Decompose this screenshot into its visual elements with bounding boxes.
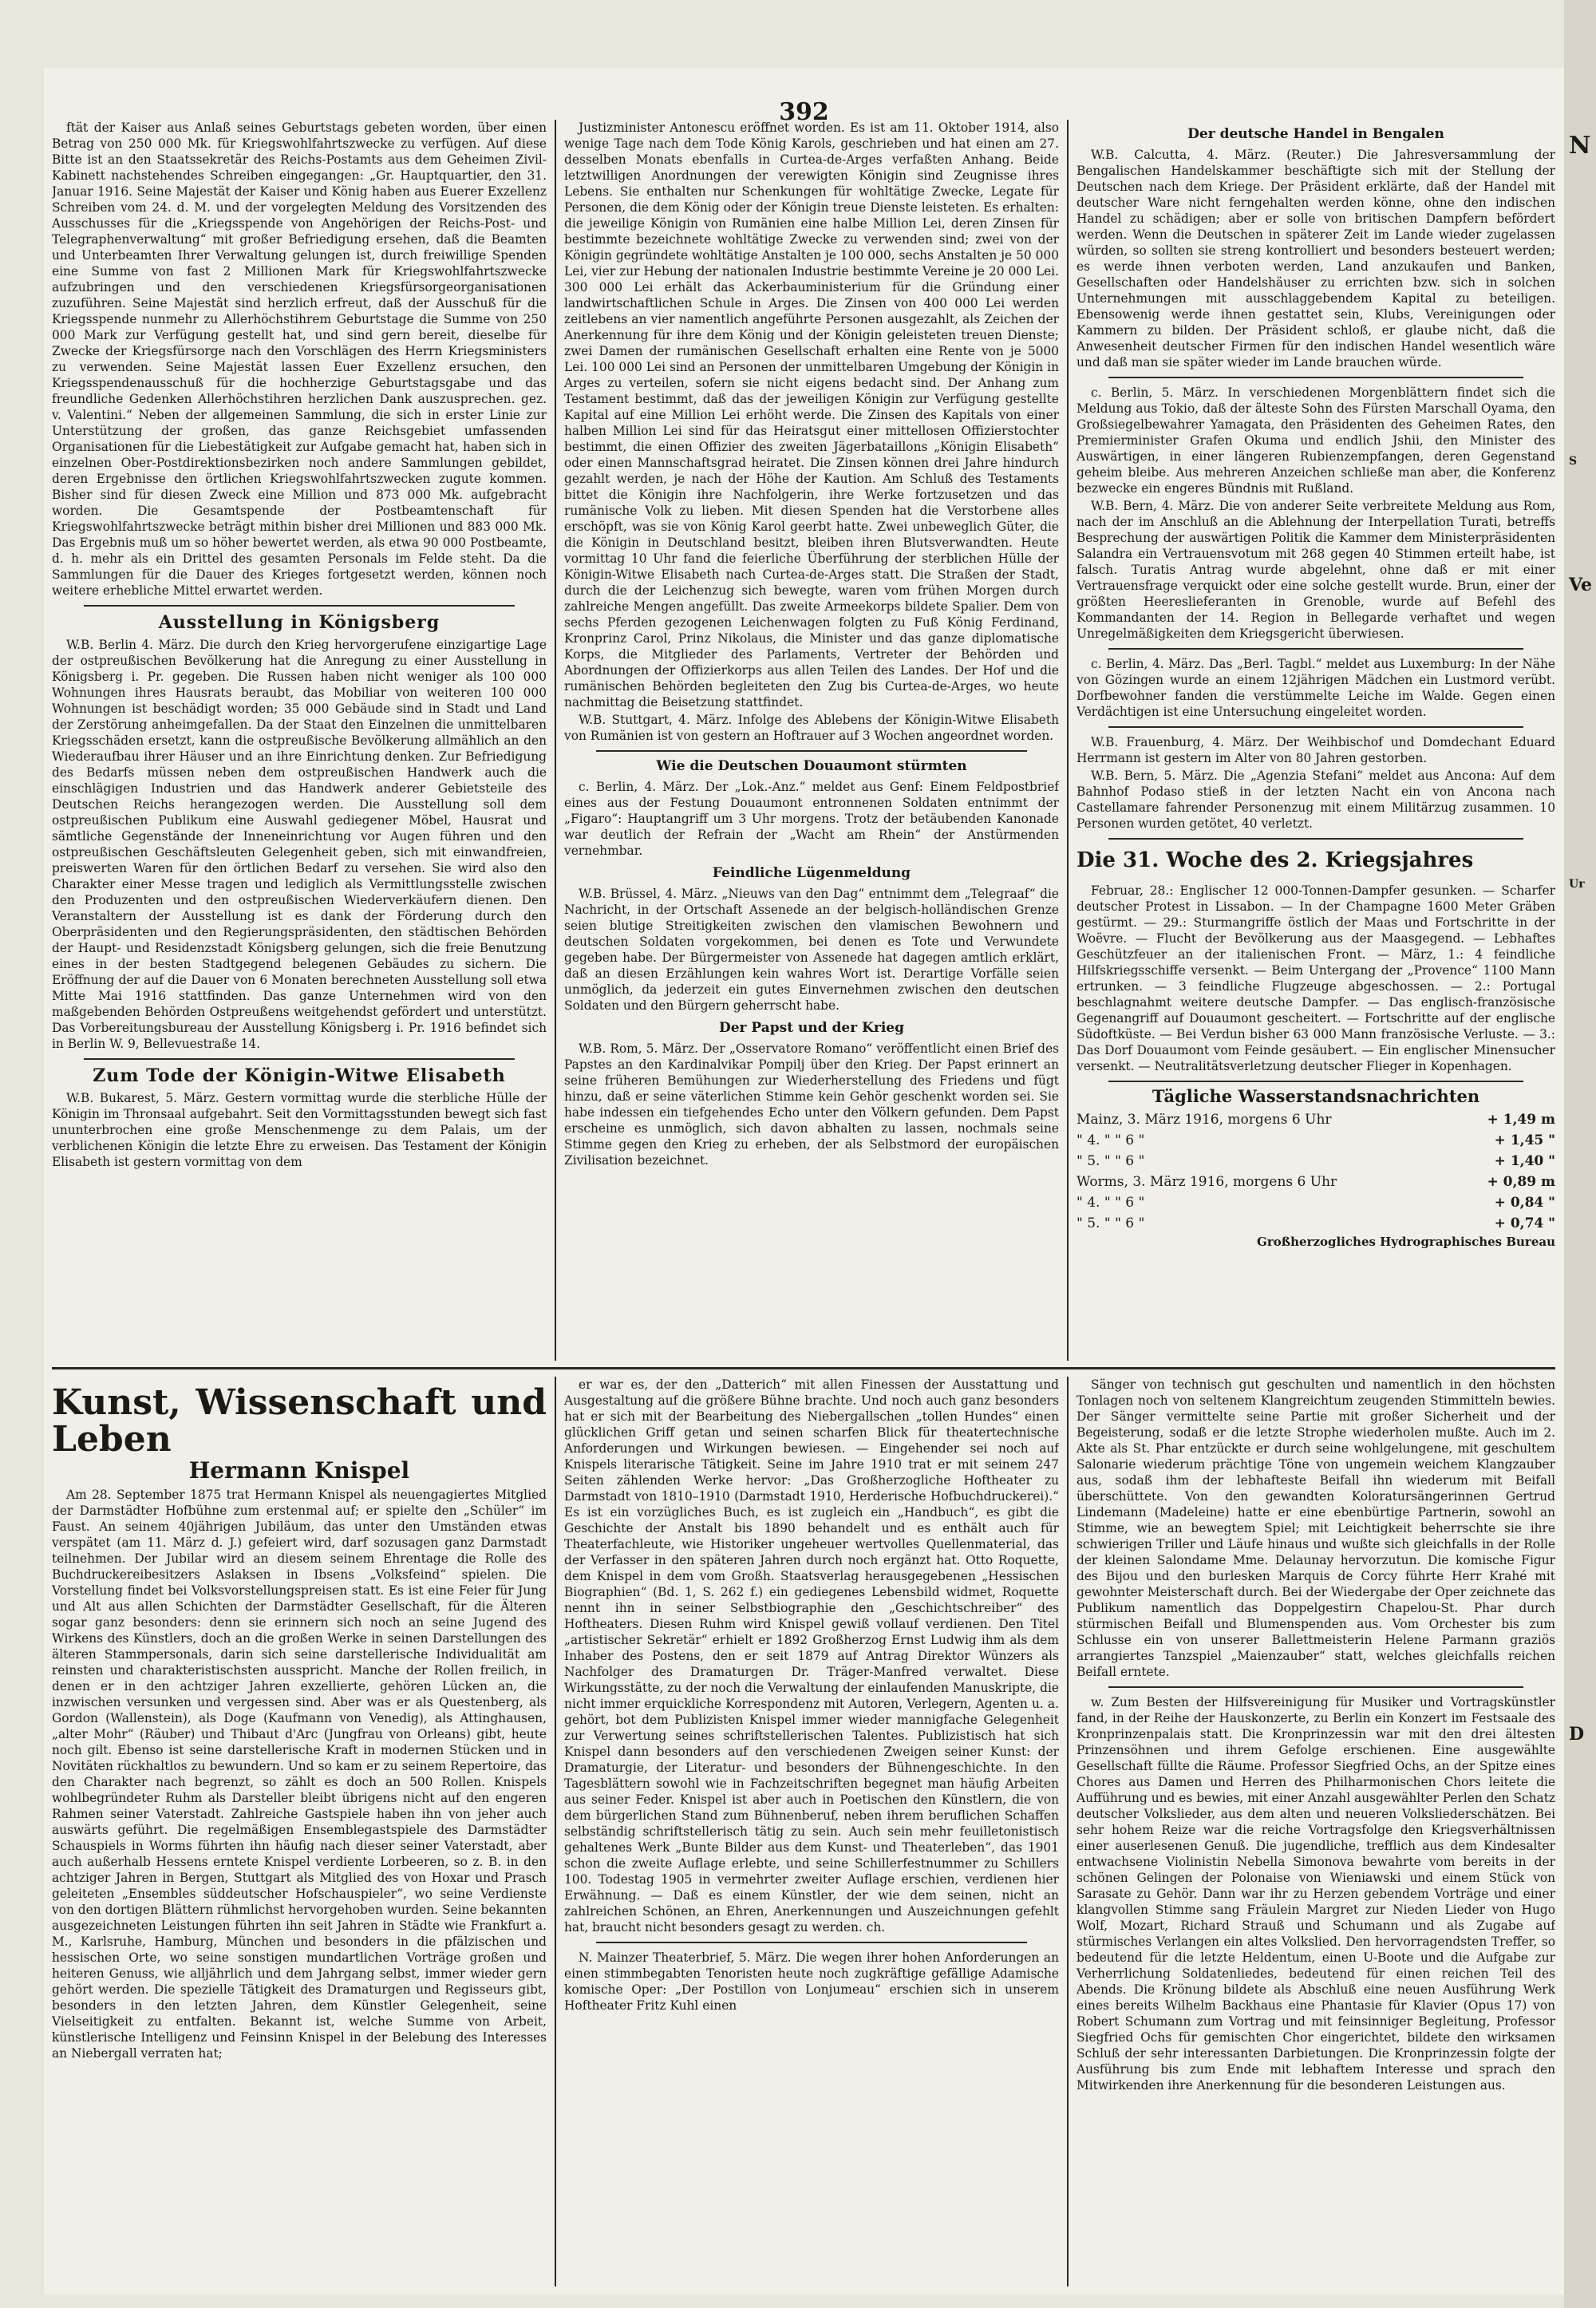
testament-article: Justizminister Antonescu eröffnet worden. Es ist am 11. Oktober 1914, also wenige Tage nach dem Tode König Karols, geschrieben und hat einen am 27. desselben Monats ebenfalls in Curtea-de-Arges verfaßten Anhang. Beide letztwilligen Anordnungen der verewigten Königin sind Zeugnisse ihres Lebens. Sie enthalten nur Schenkungen für wohltätige Zwecke, Legate für Personen, die dem König oder der Königin treue Dienste leisteten. Es erhalten: die jeweilige Königin von Rumänien eine halbe Million Lei, deren Zinsen für bestimmte bezeichnete wohltätige Zwecke zu verwenden sind; zwei von der Königin gegründete wohltätige Anstalten je 100 000, sechs Anstalten je 50 000 Lei, vier zur Hebung der nationalen Industrie bestimmte Vereine je 20 000 Lei. 300 000 Lei erhält das Ackerbauministerium für die Gründung einer landwirtschaftlichen Schule in Arges. Die Zinsen von 400 000 Lei werden zeitlebens an vier namentlich angeführte Personen ausgezahlt, als Zeichen der Anerkennung für ihre dem König und der Königin geleisteten treuen Dienste; zwei Damen der rumänischen Gesellschaft erhalten eine Rente von je 5000 Lei. 100 000 Lei sind an Personen der unmittelbaren Umgebung der Königin in Arges zu verteilen, sofern sie nicht eigens bedacht sind. Der Anhang zum Testament bestimmt, daß das der jeweiligen Königin zur Verfügung gestellte Kapital auf eine Million Lei erhöht werde. Die Zinsen des Kapitals von einer halben Million Lei sind für das Heiratsgut einer mittellosen Offizierstochter bestimmt, die einen Offizier des zweiten Jägerbataillons „Königin Elisabeth“ oder einen Mannschaftsgrad heiratet. Die Zinsen können drei Jahre hindurch gezahlt werden, je nach der Höhe der Kaution. Am Schluß des Testaments bittet die Königin ihre Nachfolgerin, ihre Werke fortzusetzen und das rumänische Volk zu lieben. Mit diesen Spenden hat die Verstorbene alles erschöpft, was sie von König Karol geerbt hatte. Zwei unbeweglich Güter, die die Königin in Deutschland besitzt, bleiben ihren Blutsverwandten. Heute vormittag 10 Uhr fand die feierliche Überführung der sterblichen Hülle der Königin-Witwe Elisabeth nach Curtea-de-Arges statt. Die Straßen der Stadt, durch die der Leichenzug sich bewegte, waren vom frühen Morgen durch zahlreiche Mengen angefüllt. Das zweite Armeekorps bildete Spalier. Dem von sechs Pferden gezogenen Leichenwagen folgten zu Fuß König Ferdinand, Kronprinz Carol, Prinz Nikolaus, die Minister und das ganze diplomatische Korps, die Mitglieder des Parlaments, Vertreter der Behörden und Abordnungen der Offizierkorps aus allen Teilen des Landes. Der Hof und die rumänischen Behörden begleiteten den Zug bis Curtea-de-Arges, wo heute nachmittag die Beisetzung stattfindet.	[564, 121, 1059, 709]
section-masthead: Kunst, Wissenschaft und Leben	[52, 1382, 547, 1460]
knispel-article-part2: er war es, der den „Datterich“ mit allen Finessen der Ausstattung und Ausgestaltung auf die größere Bühne brachte. Und noch auch ganz besonders hat er sich mit der Bearbeitung des Niebergallschen „tollen Hundes“ einen glücklichen Griff getan und seinen scharfen Blick für theatertechnische Anforderungen und Wirkungen bewiesen. — Eingehender sei noch auf Knispels literarische Tätigkeit. Seine im Jahre 1910 trat er mit seinem 247 Seiten zählenden Werke hervor: „Das Großherzogliche Hoftheater zu Darmstadt von 1810–1910 (Darmstadt 1910, Herderische Hofbuchdruckerei).“ Es ist ein vorzügliches Buch, es ist zugleich ein „Handbuch“, es gibt die Geschichte der Anstalt bis 1890 behandelt und es enthält auch für Theaterfachleute, wie Historiker ungeheuer wertvolles Quellenmaterial, das der Verfasser in den späteren Jahren durch noch ergänzt hat. Otto Roquette, dem Knispel in dem vom Großh. Staatsverlag herausgegebenen „Hessischen Biographien“ (Bd. 1, S. 262 f.) ein gediegenes Lebensbild widmet, Roquette nennt ihn in seiner Selbstbiographie den „Geschichtschreiber“ des Hoftheaters. Diesen Ruhm wird Knispel gewiß vollauf verdienen. Den Titel „artistischer Sekretär“ erhielt er 1892 Großherzog Ernst Ludwig ihm als dem Inhaber des Postens, den er seit 1879 auf Antrag Direktor Wünzers als Nachfolger des Dramaturgen Dr. Träger-Manfred verwaltet. Diese Wirkungsstätte, zu der noch die Verwaltung der einlaufenden Manuskripte, die nicht immer erquickliche Korrespondenz mit Autoren, Verlegern, Agenten u. a. gehört, bot dem Publizisten Knispel immer wieder mannigfache Gelegenheit zur Verwertung seines schriftstellerischen Talentes. Publizistisch hat sich Knispel dann besonders auf den verschiedenen Zweigen seiner Kunst: der Dramaturgie, der Literatur- und besonders der Bühnengeschichte. In den Tagesblättern sowohl wie in Fachzeitschriften begegnet man häufig Arbeiten aus seiner Feder. Knispel ist aber auch in Poetischen den Künstlern, die von dem bürgerlichen Stand zum Bühnenberuf, neben ihrem beruflichen Schaffen selbständig schriftstellerisch tätig zu sein. Auch sein mehr feuilletonistisch gehaltenes Werk „Bunte Bilder aus dem Kunst- und Theaterleben“, das 1901 schon die zweite Auflage erlebte, und seine Schillerfestnummer zu Schillers 100. Todestag 1905 in vermehrter zweiter Auflage erschien, verdienen hier Erwähnung. — Daß es einem Künstler, der wie dem seinen, nicht an zahlreichen Schönen, an Ehren, Anerkennungen und Auszeichnungen gefehlt hat, braucht nicht besonders gesagt zu werden. ch.	[564, 1377, 1059, 1935]
heading-ausstellung-koenigsberg: Ausstellung in Königsberg	[158, 612, 440, 633]
divider	[84, 605, 515, 607]
water-levels-source: Großherzogliches Hydrographisches Bureau	[1257, 1235, 1555, 1249]
bengalen-article: W.B. Calcutta, 4. März. (Reuter.) Die Jahresversammlung der Bengalischen Handelskammer beschäftigte sich mit der Stellung der Deutschen nach dem Kriege. Der Präsident erklärte, daß der Handel mit deutscher Ware nicht ferngehalten werden könne, ohne den indischen Handel zu schädigen; aber er solle von britischen Dampfern befördert werden. Wenn die Deutschen in späterer Zeit im Lande wieder zugelassen würden, so sollten sie streng kontrolliert und besonders besteuert werden; es werde ihnen verboten werden, Land anzukaufen und Banken, Gesellschaften oder Handelshäuser zu errichten bzw. sich in solchen Unternehmungen mit ausschlaggebendem Kapital zu beteiligen. Ebensowenig werde ihnen gestattet sein, Klubs, Vereinigungen oder Kammern zu bilden. Der Präsident schloß, er glaube nicht, daß die Anwesenheit deutscher Firmen für den indischen Handel wesentlich wäre und daß man sie später wieder im Lande brauchen würde.	[1077, 148, 1555, 370]
konzert-kronprinzenpalais: w. Zum Besten der Hilfsvereinigung für Musiker und Vortragskünstler fand, in der Reihe der Hauskonzerte, zu Berlin ein Konzert im Festsaale des Kronprinzenpalais statt. Die Kronprinzessin war mit den drei ältesten Prinzensöhnen und ihrem Gefolge erschienen. Eine ausgewählte Gesellschaft füllte die Räume. Professor Siegfried Ochs, an der Spitze eines Chores aus Damen und Herren des Philharmonischen Chors leitete die Aufführung und es bewies, mit einer Anzahl ausgewählter Perlen den Schatz deutscher Volkslieder, aus dem alten und neueren Volksliederschätzen. Bei sehr hohem Reize war die reiche Vortragsfolge den Kriegsverhältnissen einer auserlesenen Genuß. Die jugendliche, trefflich aus dem Kindesalter entwachsene Violinistin Nebella Simonova bewahrte vom bereits in der schönen Gelingen der Polonaise von Wieniawski und einem Stück von Sarasate zu Gehör. Dann war ihr zu Herzen gebendem Vorträge und einer klangvollen Stimme sang Fräulein Margret zur Nieden Lieder von Hugo Wolf, Mozart, Richard Strauß und Schumann und als Zugabe auf stürmisches Verlangen ein altes Volkslied. Den hervorragendsten Treffer, so bedeutend für die letzte Heldentum, einen U-Boote und die Aufgabe zur Verherrlichung Soldatenliedes, bedeutend für einen reichen Teil des Abends. Die Krönung bildete als Abschluß eine neuen Ausführung Werk eines bereits Wilhelm Backhaus eine Phantasie für Klavier (Opus 17) von Robert Schumann zum Vortrag und mit feinsinniger Begleitung, Professor Siegfried Ochs für gemischten Chor eingerichtet, bildete den wirksamen Schluß der sehr interessanten Darbietungen. Die Kronprinzessin folgte der Ausführung bis zum Ende mit lebhaftem Interesse und sprach den Mitwirkenden ihre Anerkennung für die besonderen Leistungen aus.	[1077, 1695, 1555, 2093]
water-row: " 5. " " 6 " + 0,74 "	[1077, 1215, 1555, 1231]
heading-kriegswoche: Die 31. Woche des 2. Kriegsjahres	[1077, 848, 1474, 872]
margin-fragment-4: Ur	[1569, 878, 1585, 891]
divider	[1108, 648, 1523, 650]
heading-luegenmeldung: Feindliche Lügenmeldung	[712, 865, 911, 881]
column-3	[1077, 120, 1555, 1361]
tokio-article: c. Berlin, 5. März. In verschiedenen Morgenblättern findet sich die Meldung aus Tokio, daß der älteste Sohn des Fürsten Marschall Oyama, den Großsiegelbewahrer Yamagata, den Präsidenten des Geheimen Rates, den Premierminister Grafen Okuma und endlich Jshii, den Minister des Auswärtigen, in einer längeren Rubienzempfangen, deren Gegenstand geheim bleibe. Aus mehreren Anzeichen schließe man aber, die Konferenz bezwecke ein engeres Bündnis mit Rußland.	[1077, 385, 1555, 496]
luxemburg-article: c. Berlin, 4. März. Das „Berl. Tagbl.“ meldet aus Luxemburg: In der Nähe von Gözingen wurde an einem 12jährigen Mädchen ein Lustmord verübt. Dorfbewohner fanden die verstümmelte Leiche im Walde. Gegen einen Verdächtigen ist eine Untersuchung eingeleitet worden.	[1077, 657, 1555, 719]
column-2	[564, 120, 1059, 1361]
margin-fragment-2: S	[1569, 455, 1578, 468]
divider	[1108, 1686, 1523, 1688]
water-row: Mainz, 3. März 1916, morgens 6 Uhr + 1,49 m	[1077, 1112, 1555, 1128]
divider	[596, 750, 1027, 752]
water-row: " 4. " " 6 " + 1,45 "	[1077, 1132, 1555, 1148]
tod-koenigin-article: W.B. Bukarest, 5. März. Gestern vormittag wurde die sterbliche Hülle der Königin im Thronsaal aufgebahrt. Seit den Vormittagsstunden bewegt sich fast ununterbrochen eine große Menschenmenge zu dem Palais, um der verblichenen Königin die letzte Ehre zu erweisen. Das Testament der Königin Elisabeth ist gestern vormittag von dem	[52, 1091, 547, 1169]
mainzer-theaterbrief: N. Mainzer Theaterbrief, 5. März. Die wegen ihrer hohen Anforderungen an einen stimmbegabten Tenoristen heute noch zugkräftige gefällige Adamische komische Oper: „Der Postillon von Lonjumeau“ erschien sich in unserem Hoftheater Fritz Kuhl einen	[564, 1950, 1059, 2013]
divider	[1108, 726, 1523, 728]
column-divider	[555, 120, 556, 1361]
luegenmeldung-article: W.B. Brüssel, 4. März. „Nieuws van den Dag“ entnimmt dem „Telegraaf“ die Nachricht, in der Ortschaft Assenede an der belgisch-holländischen Grenze seien blutige Streitigkeiten zwischen den vlamischen Bewohnern und deutschen Soldaten vorgekommen, bei denen es Tote und Verwundete gegeben habe. Der Bürgermeister von Assenede hat dagegen amtlich erklärt, daß an diesen Erzählungen kein wahres Wort ist. Derartige Vorfälle seien unmöglich, da jederzeit ein gutes Einvernehmen zwischen den deutschen Soldaten und den Bürgern geherrscht habe.	[564, 887, 1059, 1013]
adjacent-page-margin	[1564, 0, 1596, 2308]
water-row: " 5. " " 6 " + 1,40 "	[1077, 1153, 1555, 1169]
heading-handel-bengalen: Der deutsche Handel in Bengalen	[1187, 126, 1444, 142]
heading-douaumont: Wie die Deutschen Douaumont stürmten	[656, 758, 967, 774]
kriegsspende-article: ftät der Kaiser aus Anlaß seines Geburtstags gebeten worden, über einen Betrag von 250 000 Mk. für Kriegswohlfahrtszwecke zu verfügen. Auf diese Bitte ist an den Staatssekretär des Reichs-Postamts aus dem Geheimen Zivil-Kabinett nachstehendes Schreiben eingegangen: „Gr. Hauptquartier, den 31. Januar 1916. Seine Majestät der Kaiser und König haben aus Euerer Exzellenz Schreiben vom 24. d. M. und der vorgelegten Meldung des Vorsitzenden des Ausschusses für die „Kriegsspende von Angehörigen der Reichs-Post- und Telegraphenverwaltung“ mit großer Befriedigung ersehen, daß die Beamten und Unterbeamten Ihrer Verwaltung gelungen ist, durch freiwillige Spenden eine Summe von fast 2 Millionen Mark für Kriegswohlfahrtszwecke aufzubringen und den verschiedenen Kriegsfürsorgeorganisationen zuzuführen. Seine Majestät sind herzlich erfreut, daß der Ausschuß für die Kriegsspende nunmehr zu Allerhöchstihrem Geburtstage die Summe von 250 000 Mark zur Verfügung gestellt hat, und sind gern bereit, dieselbe für Zwecke der Kriegsfürsorge nach den Vorschlägen des Herrn Kriegsministers zu verwenden. Seine Majestät lassen Euer Exzellenz ersuchen, den Kriegsspendenausschuß für die hochherzige Geburtstagsgabe und das freundliche Gedenken Allerhöchstihren herzlichen Dank auszusprechen. gez. v. Valentini.“ Neben der allgemeinen Sammlung, die sich in erster Linie zur Unterstützung der großen, das ganze Reichsgebiet umfassenden Organisationen für die Liebestätigkeit zur Aufgabe gemacht hat, haben sich in einzelnen Ober-Postdirektionsbezirken noch andere Sammlungen gebildet, deren Ergebnisse den örtlichen Kriegswohlfahrtszwecken zugute kommen. Bisher sind für diesen Zweck eine Million und 873 000 Mk. aufgebracht worden. Die Gesamtspende der Postbeamtenschaft für Kriegswohlfahrtszwecke beträgt mithin bisher drei Millionen und 883 000 Mk. Das Ergebnis muß um so höher bewertet werden, als etwa 90 000 Postbeamte, d. h. mehr als ein Drittel des gesamten Personals im Felde steht. Da die Sammlungen für die Dauer des Krieges fortgesetzt werden, können noch weitere erhebliche Mittel erwartet werden.	[52, 121, 547, 598]
papst-article: W.B. Rom, 5. März. Der „Osservatore Romano“ veröffentlicht einen Brief des Papstes an den Kardinalvikar Pompilj über den Krieg. Der Papst erinnert an seine früheren Bemühungen zur Wiederherstellung des Friedens und fügt hinzu, daß er seine väterlichen Stimme kein Gehör geschenkt worden sei. Sie habe indessen ein tiefgehendes Echo unter den Völkern gefunden. Dem Papst erscheine es unmöglich, sich davon abhalten zu lassen, nochmals seine Stimme gegen den Krieg zu erheben, der als Selbstmord der europäischen Zivilisation bezeichnet.	[564, 1041, 1059, 1168]
kriegswoche-chronicle: Februar, 28.: Englischer 12 000-Tonnen-Dampfer gesunken. — Scharfer deutscher Protest in Lissabon. — In der Champagne 1600 Meter Gräben gestürmt. — 29.: Sturmangriffe östlich der Maas und Fortschritte in der Woëvre. — Flucht der Bevölkerung aus der Maasgegend. — Lebhaftes Geschützfeuer an der italienischen Front. — März, 1.: 4 feindliche Hilfskriegsschiffe versenkt. — Beim Untergang der „Provence“ 1100 Mann ertrunken. — 3 feindliche Flugzeuge abgeschossen. — 2.: Portugal beschlagnahmt weitere deutsche Dampfer. — Das englisch-französische Gegenangriff auf Douaumont gescheitert. — Fortschritte auf der englische Südoftküste. — Bei Verdun bisher 63 000 Mann französische Verluste. — 3.: Das Dorf Douaumont vom Feinde gesäubert. — Ein englischer Minensucher versenkt. — Neutralitätsverletzung deutscher Flieger in Kopenhagen.	[1077, 883, 1555, 1073]
knispel-article-part1: Am 28. September 1875 trat Hermann Knispel als neuengagiertes Mitglied der Darmstädter Hofbühne zum erstenmal auf; er spielte den „Schüler“ im Faust. An seinem 40jährigen Jubiläum, das unter den Umständen etwas verspätet (am 11. März d. J.) gefeiert wird, darf sozusagen ganz Darmstadt teilnehmen. Der Jubilar wird an diesem seinem Ehrentage die Rolle des Buchdruckereibesitzers Aslaksen in Ibsens „Volksfeind“ spielen. Die Vorstellung findet bei Volksvorstellungspreisen statt. Es ist eine Feier für Jung und Alt aus allen Schichten der Darmstädter Gesellschaft, für die Älteren sogar ganz besonders: denn sie erinnern sich noch an seine Jugend des Wirkens des Künstlers, doch an die großen Werke in seinen Darstellungen des älteren Stammpersonals, darin sich seine darstellerische Individualität am reinsten und charakteristischsten ausspricht. Manche der Rollen freilich, in denen er in den achtziger Jahren exzellierte, gehören Lücken an, die inzwischen versunken und vergessen sind. Aber was er als Questenberg, als Gordon (Wallenstein), als Doge (Kaufmann von Venedig), als Attinghausen, „alter Mohr“ (Räuber) und Thibaut d'Arc (Jungfrau von Orleans) gibt, heute noch gilt. Ebenso ist seine darstellerische Kraft in modernen Stücken und in Novitäten rückhaltlos zu bewundern. Und so kam er zu seinem Repertoire, das den Charakter nach begrenzt, so zählt es doch an 500 Rollen. Knispels wohlbegründeter Ruhm als Darsteller bleibt übrigens nicht auf den engeren Rahmen seiner Vaterstadt. Zahlreiche Gastspiele haben ihn von jeher auch auswärts geführt. Die regelmäßigen Ensemblegastspiele des Darmstädter Schauspiels in Worms führten ihn häufig nach dieser seiner Vaterstadt, aber auch außerhalb Hessens erntete Knispel verdiente Lorbeeren, so z. B. in den achtziger Jahren in Bergen, Stuttgart als Mitglied des von Hoxar und Prasch geleiteten „Ensembles süddeutscher Hofschauspieler“, wo seine Verdienste von den dortigen Blättern rühmlichst hervorgehoben wurden. Seine bekannten ausgezeichneten Leistungen führten ihn seit Jahren in Städte wie Frankfurt a. M., Karlsruhe, Hamburg, München und besonders in die pfälzischen und hessischen Orte, wo seine sonstigen mundartlichen Vorträge großen und heiteren Genuss, wie alljährlich und dem Jahrgang selbst, immer wieder gern gehört werden. Die spezielle Tätigkeit des Dramaturgen und Regisseurs gibt, besonders in den letzten Jahren, dem Künstler Gelegenheit, seine Vielseitigkeit zu entfalten. Bekannt ist, welche Summe von Arbeit, künstlerische Intelligenz und Feinsinn Knispel in der Belebung des Interesses an Niebergall verraten hat;	[52, 1488, 547, 2061]
water-levels-title: Tägliche Wasserstandsnachrichten	[1152, 1086, 1480, 1106]
lower-column-3	[1077, 1377, 1555, 2286]
water-levels-table	[1077, 1109, 1555, 1234]
lower-column-2	[564, 1377, 1059, 2286]
margin-fragment-1: N	[1569, 132, 1591, 160]
column-1	[52, 120, 547, 1361]
ancona-article: W.B. Bern, 5. März. Die „Agenzia Stefani“ meldet aus Ancona: Auf dem Bahnhof Podaso stieß in der letzten Nacht ein von Ancona nach Castellamare fahrender Personenzug mit einem Militärzug zusammen. 10 Personen wurden getötet, 40 verletzt.	[1077, 769, 1555, 831]
bern-article: W.B. Bern, 4. März. Die von anderer Seite verbreitete Meldung aus Rom, nach der im Anschluß an die Ablehnung der Interpellation Turati, betreffs Besprechung der auswärtigen Politik die Kammer dem Ministerpräsidenten Salandra ein Vertrauensvotum mit 268 gegen 40 Stimmen erteilt habe, ist falsch. Turatis Antrag wurde abgelehnt, ohne daß er mit einer Vertrauensfrage verquickt oder eine solche gestellt wurde. Brun, einer der größten Heereslieferanten in Grenoble, wurde auf Befehl des Kommandanten der 14. Region in Bellegarde verhaftet und wegen Unregelmäßigkeiten dem Kriegsgericht überwiesen.	[1077, 499, 1555, 641]
newspaper-page	[44, 68, 1564, 2294]
column-divider	[1067, 120, 1069, 1361]
postillon-review: Sänger von technisch gut geschulten und namentlich in den höchsten Tonlagen noch von seltenem Klangreichtum zeugenden Stimmitteln bewies. Der Sänger vermittelte seine Partie mit großer Sicherheit und der Begeisterung, sodaß er die letzte Strophe wiederholen mußte. Auch im 2. Akte als St. Phar entzückte er durch seine wohlgelungene, mit geschultem Salonarie wiederum prächtige Töne von ungemein weichem Klangzauber aus, sodaß ihm der lebhafteste Beifall ihn wiederum mit Beifall überschüttete. Von den gewandten Koloratursängerinnen Gertrud Lindemann (Madeleine) hatte er eine ebenbürtige Partnerin, sowohl an Stimme, wie an bewegtem Spiel; mit Leichtigkeit beherrschte sie ihre schwierigen Triller und Läufe hinaus und wußte sich gleichfalls in der Rolle der kleinen Salondame Mme. Delaunay hervorzutun. Die komische Figur des Bijou und den burlesken Marquis de Corcy führte Herr Krahé mit gewohnter Meisterschaft durch. Bei der Wiedergabe der Oper zeichnete das Publikum namentlich das Doppelgestirn Chapelou-St. Phar durch stürmischen Beifall und Blumenspenden aus. Vom Orchester bis zum Schlusse ein von unserer Ballettmeisterin Helene Parmann graziös arrangiertes Tanzspiel „Maienzauber“ statt, welches gleichfalls reichen Beifall erntete.	[1077, 1377, 1555, 1679]
divider	[1108, 377, 1523, 378]
water-row: Worms, 3. März 1916, morgens 6 Uhr + 0,89 m	[1077, 1174, 1555, 1190]
section-divider	[52, 1367, 1555, 1369]
lower-column-1	[52, 1377, 547, 2286]
page-number: 392	[779, 98, 829, 126]
divider	[1108, 1081, 1523, 1082]
heading-tod-koenigin: Zum Tode der Königin-Witwe Elisabeth	[93, 1065, 506, 1086]
ausstellung-article: W.B. Berlin 4. März. Die durch den Krieg hervorgerufene einzigartige Lage der ostpreußischen Bevölkerung hat die Anregung zu einer Ausstellung in Königsberg i. Pr. gegeben. Die Russen haben nicht weniger als 100 000 Wohnungen ihres Hausrats beraubt, das Mobiliar von weiteren 100 000 Wohnungen ist beschädigt worden; 35 000 Gebäude sind in Stadt und Land der Zerstörung anheimgefallen. Da der Staat den Einzelnen die unmittelbaren Kriegsschäden ersetzt, kann die ostpreußische Bevölkerung allmählich an den Wiederaufbau ihrer Häuser und an ihre Einrichtung denken. Zur Befriedigung des Bedarfs müssen neben dem ostpreußischen Handwerk auch die einschlägigen Industrien und das Handwerk anderer Gebietsteile des Deutschen Reichs herangezogen werden. Die Ausstellung soll dem ostpreußischen Publikum eine Auswahl gediegener Möbel, Hausrat und sämtliche Gegenstände der Inneneinrichtung vor Augen führen und den ostpreußischen Geschäftsleuten Gelegenheit geben, sich mit einwandfreien, preiswerten Waren für den örtlichen Bedarf zu versehen. Sie wird also den Charakter einer Messe tragen und lediglich als Vermittlungsstelle zwischen den Produzenten und den ostpreußischen Wiederverkäufern dienen. Den Veranstaltern der Ausstellung ist es dank der Förderung durch den Oberpräsidenten und den Regierungspräsidenten, den städtischen Behörden der Haupt- und Residenzstadt Königsberg gelungen, sich die freie Benutzung eines in der besten Stadtgegend belegenen Gebäudes zu sichern. Die Eröffnung der auf die Dauer von 6 Monaten berechneten Ausstellung soll etwa Mitte Mai 1916 stattfinden. Das ganze Unternehmen wird von den maßgebenden Behörden Ostpreußens weitgehendst gefördert und unterstützt. Das Vorbereitungsbureau der Ausstellung Königsberg i. Pr. 1916 befindet sich in Berlin W. 9, Bellevuestraße 14.	[52, 638, 547, 1051]
divider	[596, 1942, 1027, 1943]
stuttgart-article: W.B. Stuttgart, 4. März. Infolge des Ablebens der Königin-Witwe Elisabeth von Rumänien ist von gestern an Hoftrauer auf 3 Wochen angeordnet worden.	[564, 713, 1059, 743]
frauenburg-article: W.B. Frauenburg, 4. März. Der Weihbischof und Domdechant Eduard Herrmann ist gestern im Alter von 80 Jahren gestorben.	[1077, 735, 1555, 765]
douaumont-article: c. Berlin, 4. März. Der „Lok.-Anz.“ meldet aus Genf: Einem Feldpostbrief eines aus der Festung Douaumont entronnenen Soldaten entnimmt der „Figaro“: Hauptangriff um 3 Uhr morgens. Trotz der betäubenden Kanonade war deutlich der Refrain der „Wacht am Rhein“ der Anstürmenden vernehmbar.	[564, 780, 1059, 858]
heading-papst-krieg: Der Papst und der Krieg	[719, 1020, 904, 1036]
divider	[1108, 838, 1523, 840]
column-divider	[555, 1377, 556, 2286]
column-divider	[1067, 1377, 1069, 2286]
water-row: " 4. " " 6 " + 0,84 "	[1077, 1195, 1555, 1211]
margin-fragment-3: Ve	[1569, 575, 1593, 595]
divider	[84, 1058, 515, 1060]
article-title-knispel: Hermann Knispel	[188, 1457, 410, 1484]
margin-fragment-5: D	[1569, 1724, 1585, 1745]
